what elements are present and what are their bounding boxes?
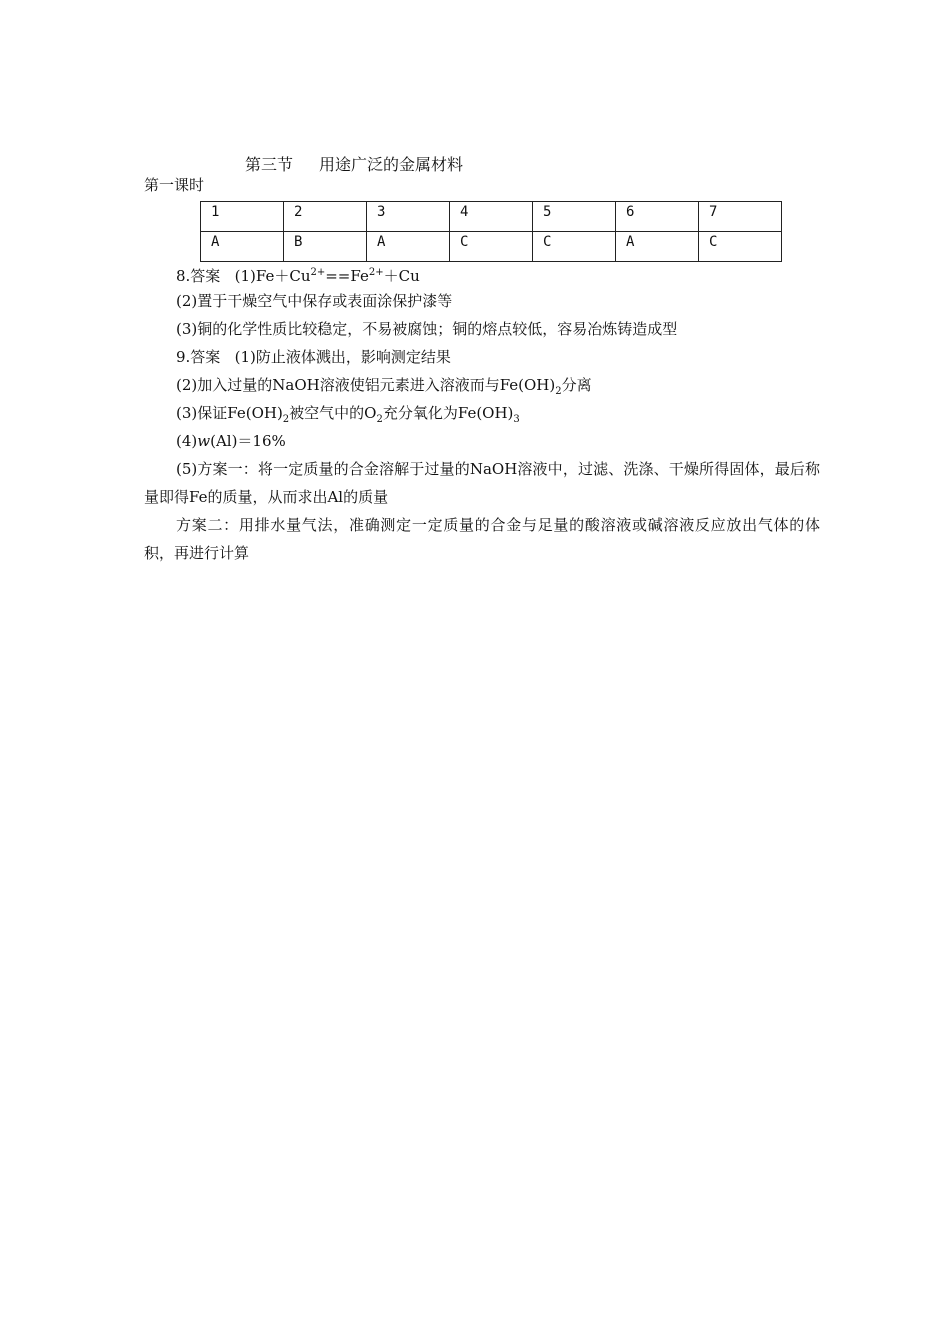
q9-answer-line-4 — [176, 431, 286, 451]
section-number: 第三节 — [245, 155, 294, 174]
q9-p3-sub3: 3 — [513, 414, 520, 425]
q8-p1-sup1: 2+ — [310, 267, 326, 278]
section-title: 用途广泛的金属材料 — [319, 155, 464, 174]
table-cell: 4 — [450, 202, 533, 232]
table-cell: 2 — [284, 202, 367, 232]
q9-p1: (1)防止液体溅出，影响测定结果 — [234, 348, 451, 366]
q9-answer-paragraph-6: 方案二：用排水量气法，准确测定一定质量的合金与足量的酸溶液或碱溶液反应放出气体的体积，再进行计算 — [144, 516, 820, 562]
q8-p1-sup2: 2+ — [368, 267, 384, 278]
table-cell: 7 — [699, 202, 782, 232]
table-cell: 5 — [533, 202, 616, 232]
table-cell: C — [533, 232, 616, 262]
table-cell: A — [367, 232, 450, 262]
q9-answer-line-2 — [176, 375, 592, 402]
q9-p3-a: (3)保证Fe(OH) — [176, 404, 283, 422]
lesson-label: 第一课时 — [144, 176, 205, 194]
table-cell: C — [450, 232, 533, 262]
q8-answer-line-1 — [176, 263, 420, 286]
table-cell: C — [699, 232, 782, 262]
q8-answer-line-3: (3)铜的化学性质比较稳定，不易被腐蚀；铜的熔点较低，容易冶炼铸造成型 — [176, 320, 678, 338]
q9-p4-a: (4) — [176, 432, 198, 450]
q9-answer-paragraph-5: (5)方案一：将一定质量的合金溶解于过量的NaOH溶液中，过滤、洗涤、干燥所得固体，最后称量即得Fe的质量，从而求出Al的质量 — [144, 460, 820, 506]
q9-p4-b: (Al)＝16% — [210, 432, 286, 450]
q9-label: 9.答案 — [176, 348, 221, 366]
table-cell: A — [201, 232, 284, 262]
q8-p1-prefix: (1)Fe＋Cu — [234, 267, 311, 285]
q9-p2-a: (2)加入过量的NaOH溶液使铝元素进入溶液而与Fe(OH) — [176, 376, 556, 394]
q8-p1-suffix: ＋Cu — [383, 267, 420, 285]
q9-answer-line-1 — [176, 347, 451, 367]
q9-p2-b: 分离 — [561, 376, 592, 394]
table-cell: A — [616, 232, 699, 262]
q9-p3-sub2: 2 — [376, 414, 383, 425]
table-row-numbers — [201, 202, 782, 232]
q9-p3-b: 被空气中的O — [289, 404, 377, 422]
table-cell: 3 — [367, 202, 450, 232]
table-cell: 6 — [616, 202, 699, 232]
table-cell: B — [284, 232, 367, 262]
table-cell: 1 — [201, 202, 284, 232]
answer-table — [200, 201, 782, 262]
table-row-answers — [201, 232, 782, 262]
q9-p4-w: w — [197, 432, 211, 450]
q8-answer-line-2: (2)置于干燥空气中保存或表面涂保护漆等 — [176, 292, 453, 310]
q9-p3-sub1: 2 — [282, 414, 290, 425]
q8-p1-mid: ==Fe — [325, 267, 369, 285]
q9-p3-c: 充分氧化为Fe(OH) — [382, 404, 514, 422]
q9-p2-sub: 2 — [555, 386, 562, 397]
q9-answer-line-3 — [176, 403, 520, 430]
section-heading — [245, 152, 463, 175]
q8-label: 8.答案 — [176, 267, 221, 285]
